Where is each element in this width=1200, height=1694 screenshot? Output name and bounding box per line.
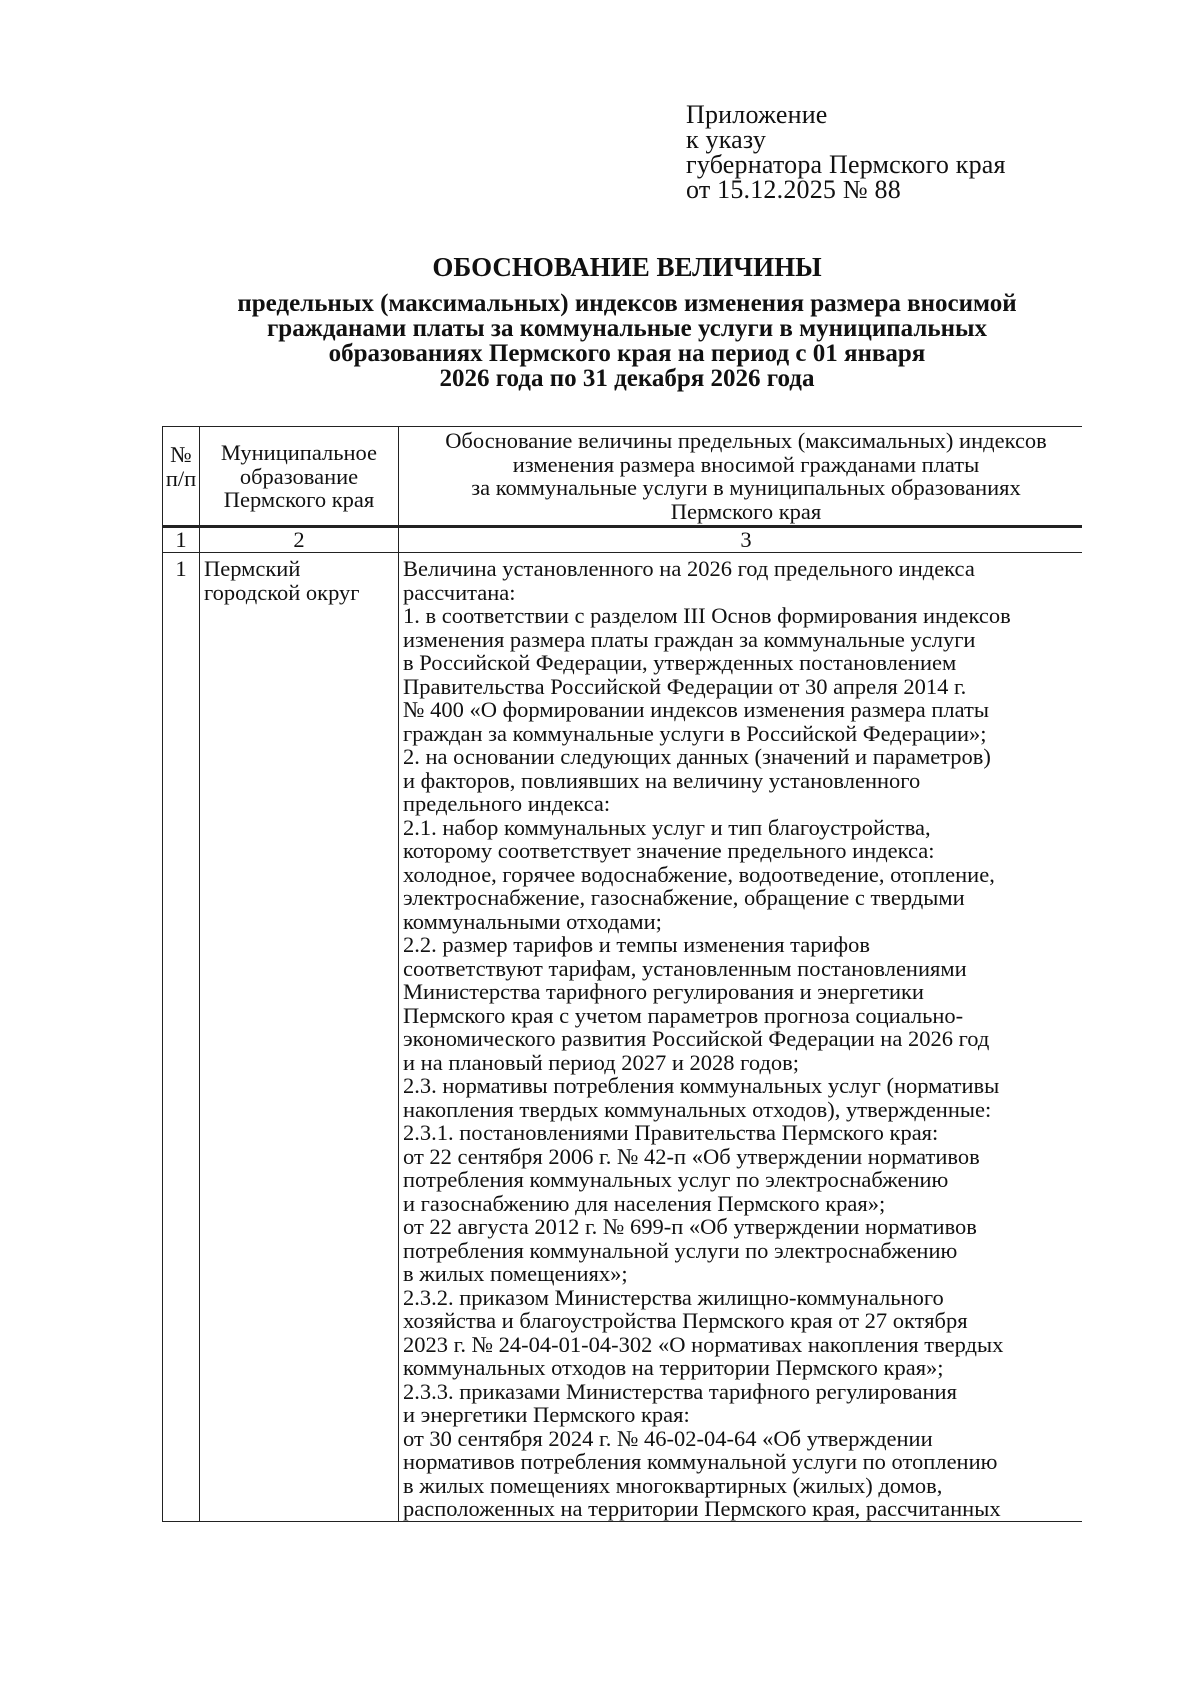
- justification-line: от 22 сентября 2006 г. № 42-п «Об утверждении нормативов: [403, 1143, 980, 1169]
- subtitle-line: 2026 года по 31 декабря 2026 года: [439, 365, 815, 392]
- header-justification: [399, 427, 1083, 527]
- table-header-row: [163, 427, 1083, 527]
- justification-table-wrapper: [162, 426, 1082, 1552]
- justification-line: экономического развития Российской Федерации на 2026 год: [403, 1026, 990, 1051]
- column-number: 2: [200, 527, 399, 553]
- header-municipality-line: Муниципальное: [220, 440, 378, 465]
- justification-line: электроснабжение, газоснабжение, обращение с твердыми: [403, 885, 965, 910]
- justification-line: 2.2. размер тарифов и темпы изменения тарифов: [403, 932, 871, 957]
- justification-line: потребления коммунальных услуг по электроснабжению: [403, 1167, 949, 1192]
- row-justification: [399, 553, 1083, 1522]
- justification-line: граждан за коммунальные услуги в Российской Федерации»;: [403, 720, 987, 746]
- appendix-block: [686, 102, 1006, 202]
- header-municipality-line: образование: [239, 463, 359, 489]
- header-municipality-line: Пермского края: [223, 487, 375, 512]
- justification-line: которому соответствует значение предельного индекса:: [403, 838, 935, 863]
- header-justification-line: Пермского края: [670, 498, 822, 524]
- justification-line: потребления коммунальной услуги по электроснабжению: [403, 1237, 958, 1263]
- justification-line: нормативов потребления коммунальной услуги по отоплению: [403, 1449, 998, 1474]
- header-number-line: №: [170, 442, 192, 467]
- document-subtitle: [0, 291, 1200, 391]
- subtitle-line: предельных (максимальных) индексов изменения размера вносимой: [237, 290, 1017, 317]
- justification-line: накопления твердых коммунальных отходов), утвержденные:: [403, 1096, 992, 1122]
- column-number: 1: [163, 527, 200, 553]
- justification-line: и газоснабжению для населения Пермского края»;: [403, 1190, 886, 1216]
- justification-line: от 22 августа 2012 г. № 699-п «Об утверждении нормативов: [403, 1214, 977, 1239]
- justification-line: № 400 «О формировании индексов изменения размера платы: [403, 697, 989, 722]
- municipality-line: городской округ: [204, 579, 360, 605]
- justification-line: 2.3.3. приказами Министерства тарифного регулирования: [403, 1378, 957, 1404]
- justification-line: изменения размера платы граждан за коммунальные услуги: [403, 626, 976, 652]
- header-number-line: п/п: [165, 465, 197, 491]
- document-title: ОБОСНОВАНИЕ ВЕЛИЧИНЫ: [432, 252, 822, 282]
- justification-line: коммунальных отходов на территории Пермского края»;: [403, 1355, 944, 1380]
- row-number: 1: [163, 553, 200, 1522]
- appendix-line: от 15.12.2025 № 88: [686, 175, 901, 204]
- subtitle-line: гражданами платы за коммунальные услуги в муниципальных: [266, 315, 988, 342]
- header-municipality: [200, 427, 399, 527]
- justification-line: соответствуют тарифам, установленным постановлениями: [403, 955, 967, 981]
- justification-line: 2.3.2. приказом Министерства жилищно-коммунального: [403, 1284, 944, 1310]
- justification-line: и факторов, повлиявших на величину установленного: [403, 767, 921, 793]
- justification-line: в жилых помещениях»;: [403, 1261, 628, 1286]
- justification-line: Министерства тарифного регулирования и энергетики: [403, 979, 924, 1004]
- appendix-line: к указу: [686, 125, 767, 154]
- justification-line: 1. в соответствии с разделом III Основ формирования индексов: [403, 603, 1011, 628]
- justification-line: в жилых помещениях многоквартирных (жилых) домов,: [403, 1472, 943, 1498]
- justification-line: Величина установленного на 2026 год предельного индекса: [403, 556, 975, 581]
- appendix-line: губернатора Пермского края: [686, 150, 1006, 179]
- table-row: [163, 553, 1083, 1522]
- justification-line: 2023 г. № 24-04-01-04-302 «О нормативах накопления твердых: [403, 1331, 1004, 1357]
- appendix-line: Приложение: [686, 100, 828, 129]
- header-justification-line: изменения размера вносимой гражданами платы: [512, 451, 980, 477]
- header-number: [163, 427, 200, 527]
- subtitle-line: образованиях Пермского края на период с 01 января: [328, 340, 926, 367]
- justification-line: Правительства Российской Федерации от 30 апреля 2014 г.: [403, 673, 967, 699]
- justification-line: расположенных на территории Пермского края, рассчитанных: [403, 1496, 1001, 1521]
- header-justification-line: Обоснование величины предельных (максимальных) индексов: [445, 428, 1047, 453]
- justification-line: коммунальными отходами;: [403, 908, 662, 934]
- justification-line: и на плановый период 2027 и 2028 годов;: [403, 1049, 800, 1075]
- justification-line: 2.3.1. постановлениями Правительства Пермского края:: [403, 1120, 939, 1145]
- justification-line: холодное, горячее водоснабжение, водоотведение, отопление,: [403, 861, 995, 887]
- municipality-line: Пермский: [204, 556, 301, 581]
- justification-line: в Российской Федерации, утвержденных постановлением: [403, 650, 957, 675]
- header-justification-line: за коммунальные услуги в муниципальных образованиях: [471, 475, 1021, 500]
- justification-line: предельного индекса:: [403, 791, 611, 816]
- justification-line: рассчитана:: [403, 579, 516, 605]
- column-number-row: [163, 527, 1083, 553]
- column-number: 3: [399, 527, 1083, 553]
- justification-line: хозяйства и благоустройства Пермского края от 27 октября: [403, 1308, 968, 1333]
- justification-line: 2. на основании следующих данных (значений и параметров): [403, 744, 991, 769]
- row-municipality: [200, 553, 399, 1522]
- justification-text: [403, 557, 1082, 1521]
- justification-line: Пермского края с учетом параметров прогноза социально-: [403, 1002, 964, 1028]
- justification-line: 2.1. набор коммунальных услуг и тип благоустройства,: [403, 814, 931, 840]
- justification-table: [162, 426, 1082, 1522]
- justification-line: от 30 сентября 2024 г. № 46-02-04-64 «Об утверждении: [403, 1425, 933, 1451]
- justification-line: и энергетики Пермского края:: [403, 1402, 690, 1427]
- justification-line: 2.3. нормативы потребления коммунальных услуг (нормативы: [403, 1073, 1000, 1098]
